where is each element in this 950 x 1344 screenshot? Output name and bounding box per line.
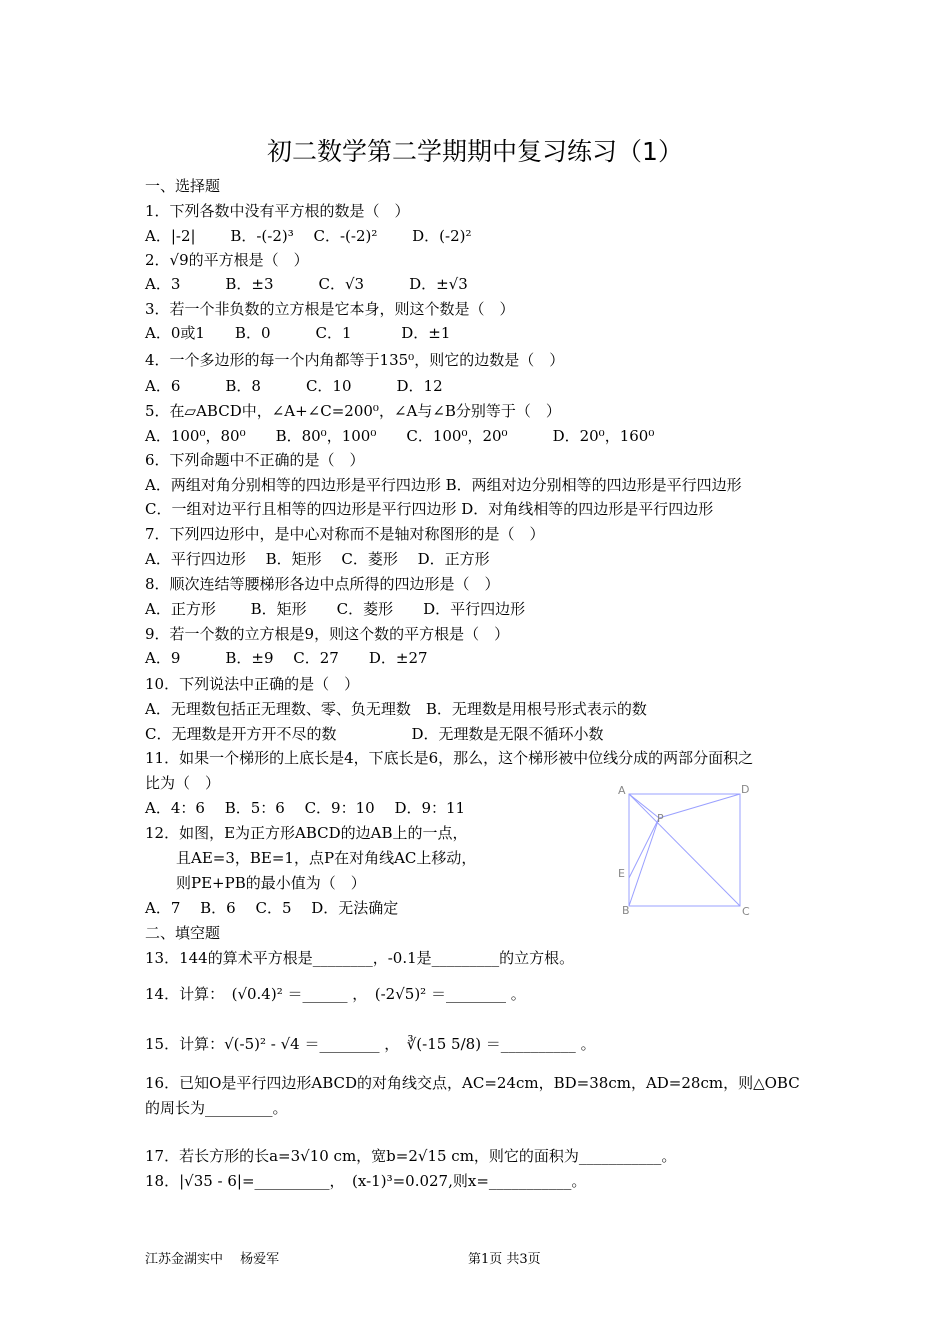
question-11-cont: 比为（ ）	[145, 774, 221, 792]
page-title: 初二数学第二学期期中复习练习（1）	[267, 137, 683, 166]
options-5: A．100⁰，80⁰ B．80⁰，100⁰ C．100⁰，20⁰ D．20⁰，160⁰	[145, 427, 655, 445]
section-heading-2: 二、填空题	[145, 924, 221, 942]
footer-page-number: 第1页 共3页	[468, 1252, 541, 1267]
label-a: A	[618, 784, 626, 797]
question-1: 1．下列各数中没有平方根的数是（ ）	[145, 202, 410, 220]
options-11: A．4：6 B．5：6 C．9：10 D．9：11	[145, 799, 466, 817]
question-8: 8．顺次连结等腰梯形各边中点所得的四边形是（ ）	[145, 575, 500, 593]
label-d: D	[741, 783, 750, 796]
label-b: B	[622, 904, 630, 917]
options-2: A．3 B．±3 C．√3 D．±√3	[145, 275, 468, 293]
options-10-ab: A．无理数包括正无理数、零、负无理数 B．无理数是用根号形式表示的数	[145, 700, 647, 718]
question-12-line2: 且AE=3，BE=1，点P在对角线AC上移动，	[176, 849, 477, 867]
section-heading: 一、选择题	[145, 177, 221, 195]
question-9: 9．若一个数的立方根是9，则这个数的平方根是（ ）	[145, 625, 510, 643]
label-p: P	[657, 812, 664, 825]
options-8: A．正方形 B．矩形 C．菱形 D．平行四边形	[145, 600, 526, 618]
question-5: 5．在▱ABCD中，∠A+∠C=200⁰，∠A与∠B分别等于（ ）	[145, 402, 561, 420]
footer-author: 江苏金湖实中 杨爱军	[145, 1252, 280, 1267]
question-12: 12．如图，E为正方形ABCD的边AB上的一点，	[145, 824, 468, 842]
question-7: 7．下列四边形中，是中心对称而不是轴对称图形的是（ ）	[145, 525, 545, 543]
question-2: 2．√9的平方根是（ ）	[145, 251, 309, 269]
label-c: C	[742, 905, 750, 918]
segment-pb	[629, 818, 659, 906]
segment-ap	[629, 794, 659, 818]
question-16-cont: 的周长为_________。	[145, 1099, 288, 1117]
question-18: 18．|√35 - 6|=__________， (x-1)³=0.027,则x=___________。	[145, 1172, 587, 1190]
options-3: A．0或1 B．0 C．1 D．±1	[145, 324, 451, 342]
question-17: 17．若长方形的长a=3√10 cm，宽b=2√15 cm，则它的面积为___________。	[145, 1147, 677, 1165]
options-6-cd: C．一组对边平行且相等的四边形是平行四边形 D．对角线相等的四边形是平行四边形	[145, 500, 714, 518]
segment-pe	[629, 818, 659, 878]
options-1: A．|-2| B．-(-2)³ C．-(-2)² D．(-2)²	[145, 227, 472, 245]
question-3: 3．若一个非负数的立方根是它本身，则这个数是（ ）	[145, 300, 515, 318]
segment-pd	[659, 794, 740, 818]
options-6-ab: A．两组对角分别相等的四边形是平行四边形 B．两组对边分别相等的四边形是平行四边形	[145, 476, 742, 494]
question-10: 10．下列说法中正确的是（ ）	[145, 675, 360, 693]
options-4: A．6 B．8 C．10 D．12	[145, 377, 443, 395]
question-6: 6．下列命题中不正确的是（ ）	[145, 451, 365, 469]
question-15: 15．计算：√(-5)² - √4 ＝________ ， ∛(-15 5/8) ＝__________ 。	[145, 1035, 596, 1053]
question-16: 16．已知O是平行四边形ABCD的对角线交点，AC=24cm，BD=38cm，AD=28cm，则△OBC	[145, 1074, 800, 1092]
label-e: E	[618, 867, 625, 880]
square-diagram	[612, 782, 757, 922]
question-12-line3: 则PE+PB的最小值为（ ）	[176, 874, 366, 892]
question-13: 13．144的算术平方根是________，-0.1是_________的立方根。	[145, 949, 575, 967]
question-11: 11．如果一个梯形的上底长是4，下底长是6，那么，这个梯形被中位线分成的两部分面积之	[145, 749, 754, 767]
question-14: 14．计算： (√0.4)² ＝______ ， (-2√5)² ＝________ 。	[145, 985, 526, 1003]
options-12: A．7 B．6 C．5 D．无法确定	[145, 899, 399, 917]
options-7: A．平行四边形 B．矩形 C．菱形 D．正方形	[145, 550, 490, 568]
options-9: A．9 B．±9 C．27 D．±27	[145, 649, 428, 667]
question-4: 4．一个多边形的每一个内角都等于135⁰，则它的边数是（ ）	[145, 351, 565, 369]
options-10-cd: C．无理数是开方开不尽的数 D．无理数是无限不循环小数	[145, 725, 604, 743]
